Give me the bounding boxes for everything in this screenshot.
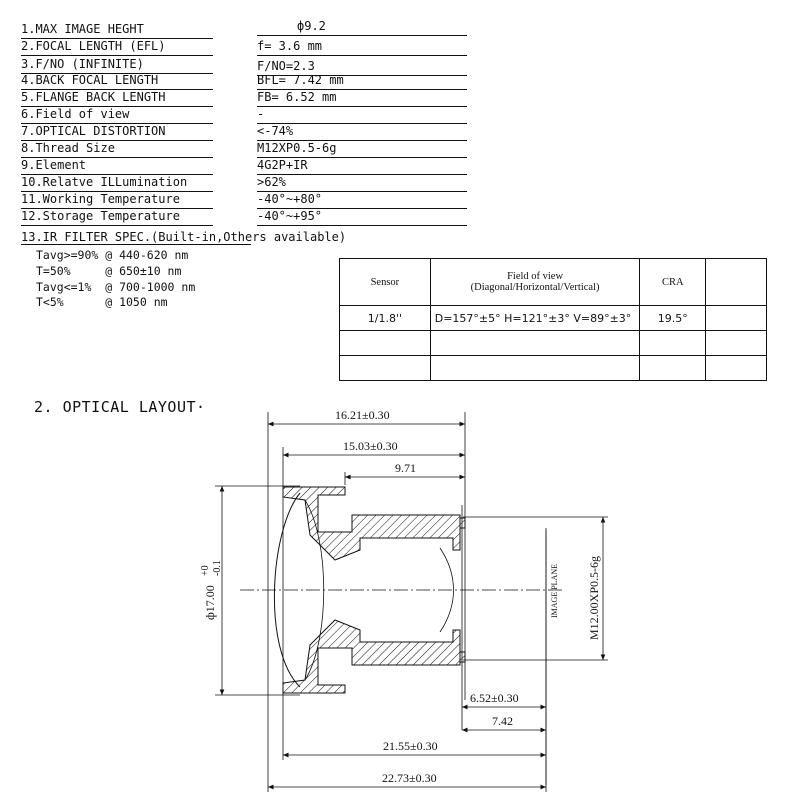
diameter-label-text: ф17.00 — [203, 585, 217, 620]
header-fov-title: Field of view — [507, 271, 564, 282]
spec-value: <-74% — [257, 124, 467, 141]
diameter-tol-upper: +0 — [200, 565, 211, 576]
spec-label: 1.MAX IMAGE HEGHT — [21, 22, 213, 39]
ir-filter-row: Tavg>=90% @ 440-620 nm — [36, 248, 189, 262]
spec-label: 7.OPTICAL DISTORTION — [21, 124, 213, 141]
dimension-labels — [335, 408, 519, 785]
dim-label-total-body: 21.55±0.30 — [383, 739, 438, 753]
lens-body-upper — [283, 487, 465, 560]
dim-label-total-front: 16.21±0.30 — [335, 408, 390, 422]
spec-value: F/NO=2.3 — [257, 59, 467, 76]
diameter-label — [200, 560, 223, 620]
dim-label-total: 22.73±0.30 — [382, 771, 437, 785]
diameter-tol-lower: -0.1 — [212, 560, 223, 576]
dim-label-body-front: 15.03±0.30 — [343, 439, 398, 453]
spec-value: ф9.2 — [257, 19, 467, 36]
spec-label: 6.Field of view — [21, 107, 213, 124]
spec-label: 12.Storage Temperature — [21, 209, 213, 226]
ir-filter-row: T<5% @ 1050 nm — [36, 295, 168, 309]
spec-value: >62% — [257, 175, 467, 192]
spec-value: M12XP0.5-6g — [257, 141, 467, 158]
dim-label-bfl: 7.42 — [492, 714, 513, 728]
spec-label: 9.Element — [21, 158, 213, 175]
spec-value: 4G2P+IR — [257, 158, 467, 175]
ir-filter-row: Tavg<=1% @ 700-1000 nm — [36, 280, 196, 294]
spec-label: 11.Working Temperature — [21, 192, 213, 209]
dim-label-barrel: 9.71 — [395, 461, 416, 475]
spec-value: BFL= 7.42 mm — [257, 73, 467, 90]
spec-label: 10.Relatve ILLumination — [21, 175, 213, 192]
header-cra: CRA — [640, 259, 706, 306]
lens-body-lower — [283, 620, 465, 693]
thread-label: M12.00XP0.5-6g — [587, 555, 601, 640]
spec-value: FB= 6.52 mm — [257, 90, 467, 107]
spec-value: - — [257, 107, 467, 124]
spec-value: f= 3.6 mm — [257, 39, 467, 56]
spec-value: -40°~+95° — [257, 209, 467, 226]
spec-label: 5.FLANGE BACK LENGTH — [21, 90, 213, 107]
table-cell: 19.5° — [640, 306, 706, 331]
header-fov-sub: (Diagonal/Horizontal/Vertical) — [470, 282, 600, 293]
spec-label: 3.F/NO (INFINITE) — [21, 57, 213, 74]
table-cell: 1/1.8'' — [340, 306, 431, 331]
table-cell: D=157°±5° H=121°±3° V=89°±3° — [430, 306, 640, 331]
spec-value: -40°~+80° — [257, 192, 467, 209]
dim-label-flange: 6.52±0.30 — [470, 691, 519, 705]
header-sensor: Sensor — [340, 259, 431, 306]
spec-label: 8.Thread Size — [21, 141, 213, 158]
spec-label: 4.BACK FOCAL LENGTH — [21, 73, 213, 90]
ir-filter-row: T=50% @ 650±10 nm — [36, 264, 182, 278]
image-plane-label: IMAGE PLANE — [550, 564, 559, 618]
spec-label: 2.FOCAL LENGTH (EFL) — [21, 39, 213, 56]
section-title: 2. OPTICAL LAYOUT· — [34, 398, 206, 416]
ir-filter-title: 13.IR FILTER SPEC.(Built-in,Others available) — [21, 230, 347, 244]
